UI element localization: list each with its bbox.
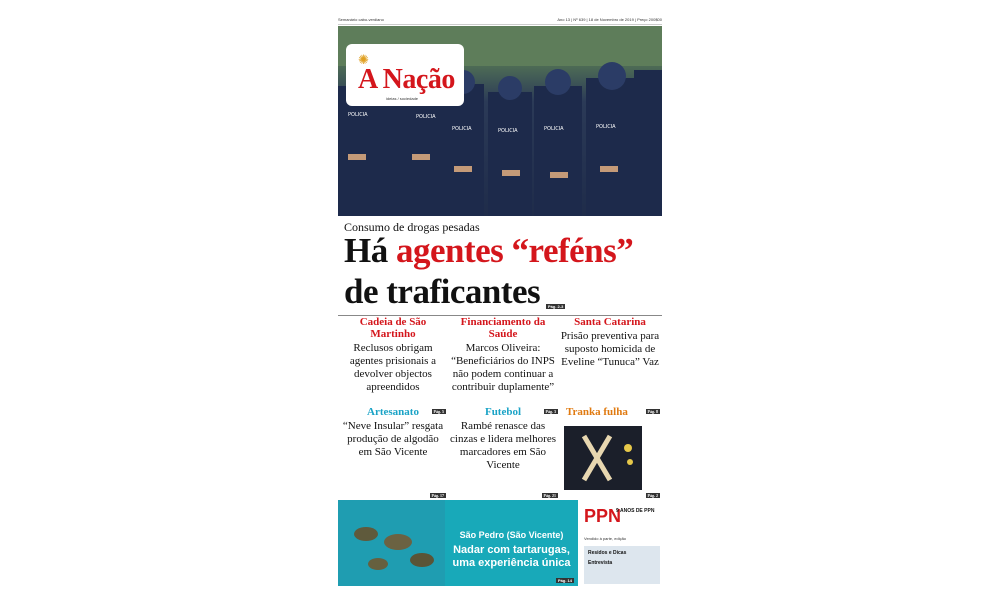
story-category: Artesanato — [367, 406, 419, 418]
ppn-items — [584, 546, 660, 584]
svg-text:POLICIA: POLICIA — [498, 128, 518, 134]
feature-page-ref: Pág. 14 — [557, 578, 572, 583]
supplement-box[interactable] — [582, 500, 662, 586]
story-title: Prisão preventiva para suposto homicida de Eveline “Tunuca” Vaz — [560, 330, 660, 368]
svg-text:POLICIA: POLICIA — [416, 114, 436, 120]
feature-category: São Pedro (São Vicente) — [459, 530, 564, 540]
newspaper-front-page — [338, 14, 662, 586]
story-page-ref: Pág. 5 — [433, 409, 444, 414]
turtles-photo — [338, 500, 445, 586]
story-page-ref: Pág. 8 — [647, 409, 658, 414]
ppn-sub: Vendido à parte, edição — [584, 536, 627, 541]
story-category: Cadeia de São Martinho — [359, 316, 427, 340]
svg-text:POLICIA: POLICIA — [452, 126, 472, 132]
story-title: Marcos Oliveira: “Beneficiários do INPS não podem continuar a contribuir duplamente” — [451, 342, 555, 393]
svg-text:POLICIA: POLICIA — [544, 126, 564, 132]
lead-page-ref: Pág. 2-3 — [548, 304, 564, 309]
ppn-logo: PPN — [584, 506, 622, 526]
story-category: Tranka fulha — [566, 406, 628, 418]
story-page-ref: Pág. 21 — [543, 493, 556, 498]
headline-part1: Há — [344, 231, 388, 270]
story-artesanato[interactable] — [340, 406, 446, 498]
masthead-tagline: ideias / sociedade — [386, 96, 419, 101]
headline-part2: de traficantes — [344, 272, 541, 311]
lead-photo-police — [338, 26, 662, 216]
headline-red: agentes “reféns” — [395, 231, 634, 270]
sun-icon: ✺ — [358, 52, 369, 67]
story-category: Financiamento da Saúde — [460, 316, 546, 340]
newspaper-name: A Nação — [358, 64, 455, 95]
story-page-ref: Pág. 17 — [431, 493, 444, 498]
story-futebol[interactable] — [448, 406, 558, 498]
ppn-item: Residos e Dicas — [588, 550, 627, 556]
story-category: Futebol — [484, 406, 522, 418]
svg-text:POLICIA: POLICIA — [596, 124, 616, 130]
story-title: Rambé renasce das cinzas e lidera melhores marcadores em São Vicente — [450, 420, 556, 471]
masthead-logo — [346, 44, 464, 106]
lead-kicker: Consumo de drogas pesadas — [344, 220, 480, 234]
ppn-item: Entrevista — [588, 560, 613, 566]
svg-text:POLICIA: POLICIA — [348, 112, 368, 118]
feature-title: Nadar com tartarugas, uma experiência única — [452, 544, 571, 569]
top-right-info: Ano 13 | Nº 639 | 18 de Novembro de 2019 | Preço 200$00 — [557, 16, 662, 22]
cartoon-image — [564, 426, 642, 490]
top-info-line — [338, 14, 662, 25]
top-left-info: Semanário cabo-verdiano — [338, 16, 384, 22]
story-cadeia[interactable] — [340, 316, 446, 414]
lead-headline — [344, 230, 660, 312]
bottom-strip — [338, 500, 662, 586]
story-page-ref: Pág. 3 — [545, 409, 556, 414]
story-category: Santa Catarina — [574, 316, 646, 328]
feature-box[interactable] — [445, 500, 578, 586]
story-saude[interactable] — [448, 316, 558, 414]
story-title: Reclusos obrigam agentes prisionais a devolver objectos apreendidos — [349, 342, 437, 393]
ppn-side-text: 9 ANOS DE PPN — [616, 508, 655, 514]
story-page-ref: Pág. 2 — [647, 493, 658, 498]
story-title: “Neve Insular” resgata produção de algodão em São Vicente — [342, 420, 444, 458]
story-santa-catarina[interactable] — [560, 316, 660, 414]
